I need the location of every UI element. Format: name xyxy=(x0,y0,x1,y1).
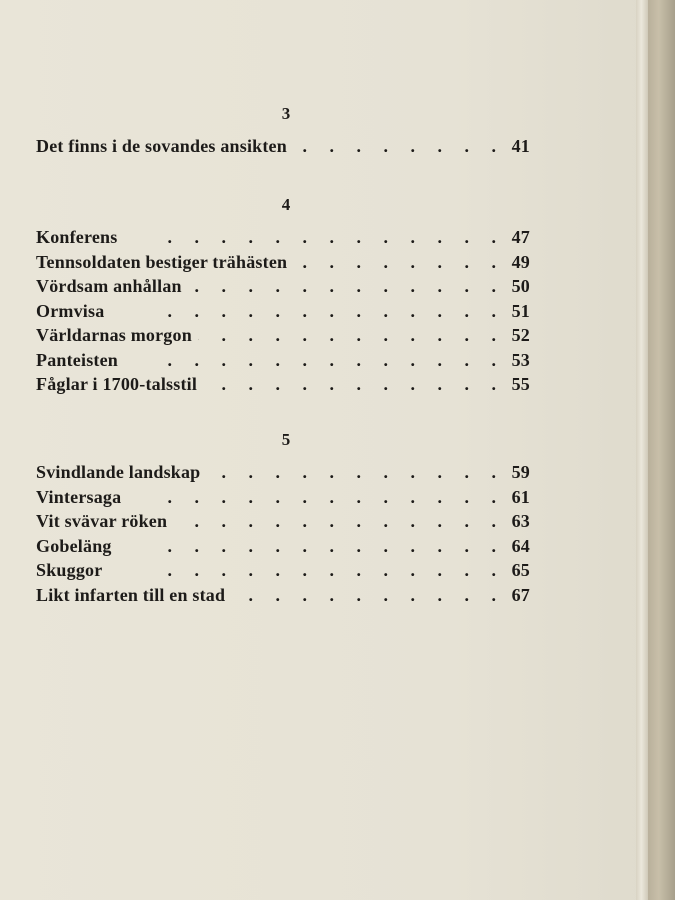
dot-leader xyxy=(118,534,496,559)
toc-entry xyxy=(36,274,530,299)
dot-leader xyxy=(123,225,496,250)
toc-entry xyxy=(36,250,530,275)
dot-leader xyxy=(127,485,496,510)
dot-leader xyxy=(188,274,496,299)
section-number: 4 xyxy=(281,195,291,214)
toc-entry xyxy=(36,372,530,397)
toc-section-5 xyxy=(36,428,530,607)
toc-section-3 xyxy=(36,102,530,159)
entry-title: Världarnas morgon xyxy=(36,325,192,345)
toc-entry xyxy=(36,134,530,159)
entry-title: Ormvisa xyxy=(36,300,105,321)
dot-leader xyxy=(173,509,496,534)
entry-title: Vördsam anhållan xyxy=(36,276,182,296)
entry-page-number: 53 xyxy=(511,349,530,370)
entry-title: Vintersaga xyxy=(36,486,122,507)
toc-entry xyxy=(36,485,530,510)
dot-leader xyxy=(198,323,496,348)
entry-page-number: 67 xyxy=(511,584,530,605)
entry-title: Det finns i de sovandes ansikten xyxy=(36,136,287,156)
entry-page-number: 50 xyxy=(511,276,530,296)
dot-leader xyxy=(293,134,496,159)
dot-leader xyxy=(110,299,496,324)
toc-entry xyxy=(36,509,530,534)
entry-page-number: 65 xyxy=(511,560,530,580)
entry-page-number: 49 xyxy=(511,251,530,272)
toc-entry xyxy=(36,534,530,559)
entry-title: Gobeläng xyxy=(36,535,112,556)
entry-page-number: 59 xyxy=(511,462,530,482)
dot-leader xyxy=(124,348,496,373)
entry-page-number: 64 xyxy=(511,535,530,556)
dot-leader xyxy=(203,372,496,397)
toc-entry xyxy=(36,225,530,250)
toc-entry xyxy=(36,348,530,373)
entry-title: Likt infarten till en stad xyxy=(36,584,226,605)
entry-title: Konferens xyxy=(36,227,118,247)
entry-title: Skuggor xyxy=(36,560,103,580)
background-surface xyxy=(648,0,675,900)
entry-title: Svindlande landskap xyxy=(36,462,201,482)
entry-page-number: 55 xyxy=(511,374,530,394)
section-number: 5 xyxy=(281,430,291,449)
toc-entry xyxy=(36,583,530,608)
entry-title: Panteisten xyxy=(36,349,118,370)
entry-page-number: 61 xyxy=(511,486,530,507)
toc-entry xyxy=(36,558,530,583)
entry-page-number: 47 xyxy=(511,227,530,247)
entry-title: Fåglar i 1700-talsstil xyxy=(36,374,198,394)
dot-leader xyxy=(206,460,496,485)
toc-entry xyxy=(36,460,530,485)
dot-leader xyxy=(231,583,496,608)
entry-page-number: 52 xyxy=(511,325,530,345)
entry-page-number: 41 xyxy=(511,136,530,156)
section-number: 3 xyxy=(281,104,291,123)
toc-entry xyxy=(36,299,530,324)
entry-page-number: 63 xyxy=(511,511,530,531)
entry-title: Tennsoldaten bestiger trähästen xyxy=(36,251,288,272)
entry-page-number: 51 xyxy=(511,300,530,321)
toc-section-4 xyxy=(36,193,530,397)
dot-leader xyxy=(108,558,496,583)
entry-title: Vit svävar röken xyxy=(36,511,168,531)
dot-leader xyxy=(293,250,496,275)
toc-entry xyxy=(36,323,530,348)
